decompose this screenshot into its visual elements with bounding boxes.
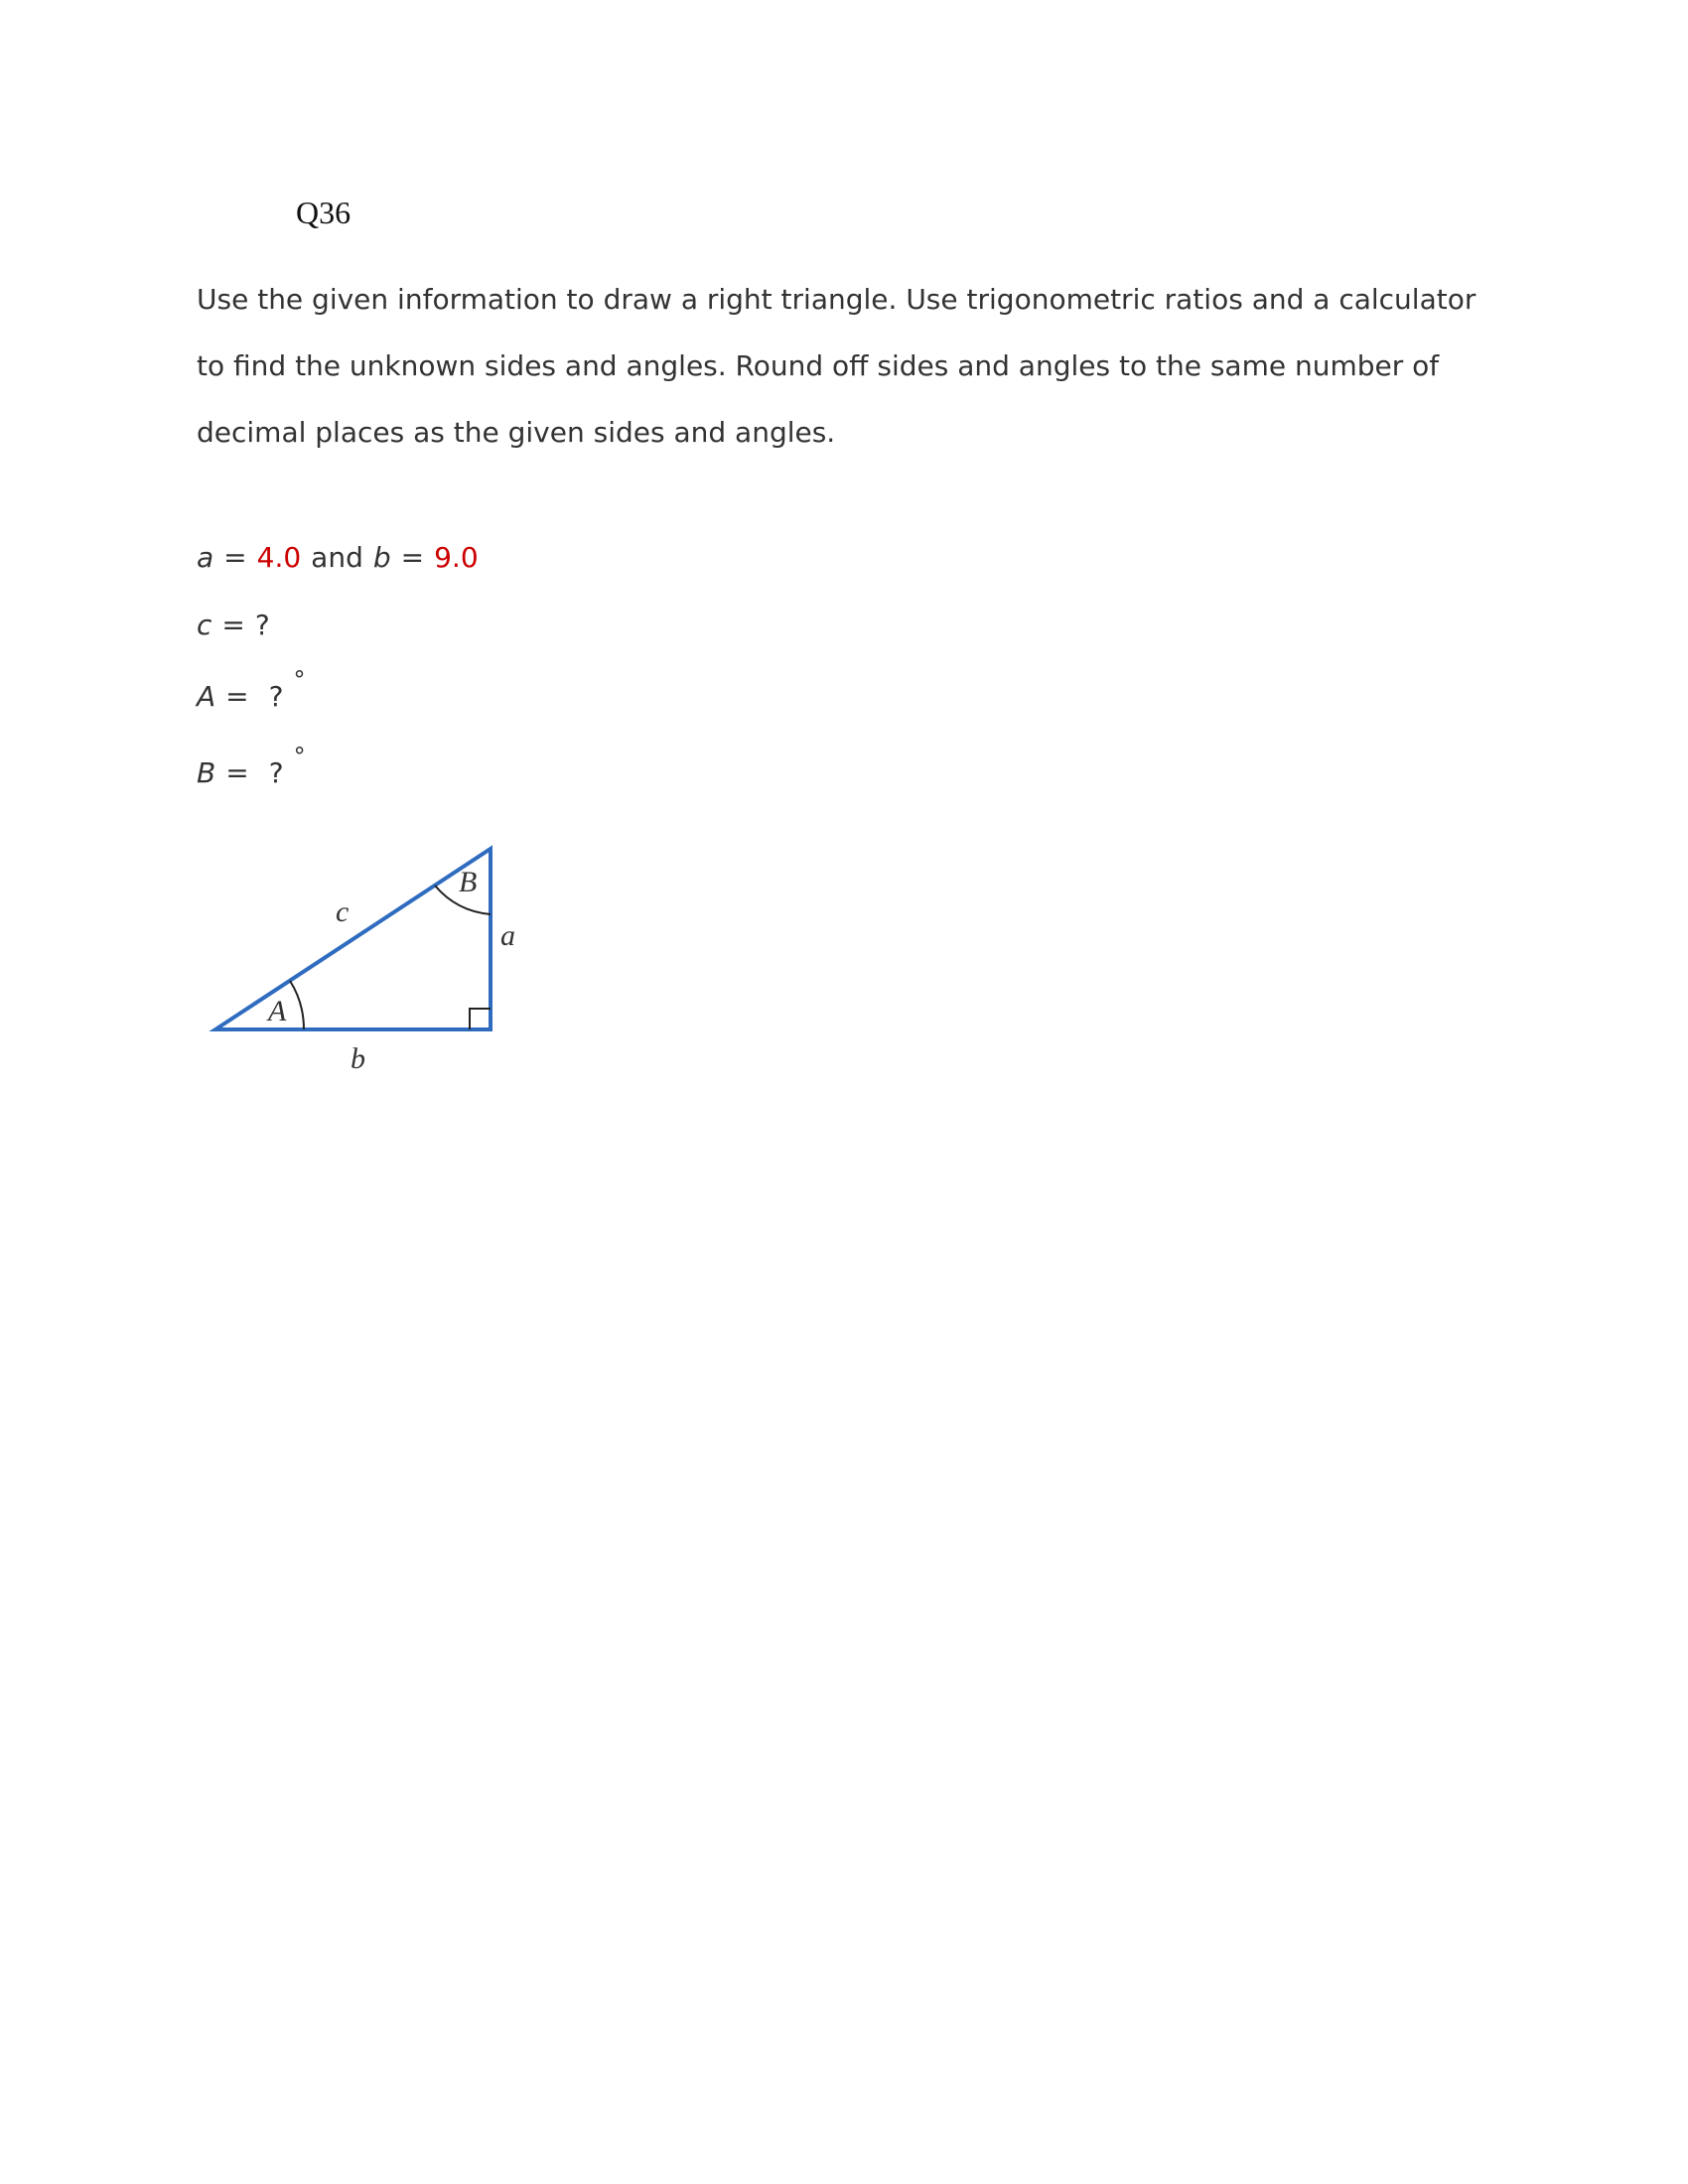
label-side-c: c xyxy=(336,895,350,928)
given-b-value: 9.0 xyxy=(434,541,479,574)
instructions-paragraph xyxy=(197,266,1507,466)
var-b: b xyxy=(372,541,391,574)
label-side-a: a xyxy=(500,919,515,952)
instructions-line-2: to find the unknown sides and angles. Round off sides and angles to the same number of xyxy=(197,349,1440,382)
equals-sign: = xyxy=(223,541,247,574)
instructions-line-1: Use the given information to draw a right triangle. Use trigonometric ratios and a calculator xyxy=(197,283,1477,316)
connector-and: and xyxy=(311,541,363,574)
equals-sign: = xyxy=(400,541,425,574)
unknown-A-value: ? xyxy=(268,680,284,713)
equals-sign: = xyxy=(225,756,249,789)
label-side-b: b xyxy=(351,1042,365,1075)
unknown-angle-A xyxy=(197,666,306,713)
given-a-value: 4.0 xyxy=(256,541,302,574)
right-angle-marker xyxy=(470,1009,491,1029)
degree-symbol: ° xyxy=(293,743,306,770)
var-A: A xyxy=(197,680,216,713)
equals-sign: = xyxy=(221,609,245,641)
var-a: a xyxy=(197,541,214,574)
label-angle-A: A xyxy=(268,995,287,1027)
degree-symbol: ° xyxy=(293,666,306,694)
unknown-angle-B xyxy=(197,743,306,789)
given-values xyxy=(197,541,479,574)
angle-A-arc xyxy=(290,981,304,1029)
triangle-outline xyxy=(215,849,491,1029)
instructions-line-3: decimal places as the given sides and angles. xyxy=(197,416,836,449)
unknown-c-value: ? xyxy=(254,609,270,641)
label-angle-B: B xyxy=(459,866,478,898)
equals-sign: = xyxy=(225,680,249,713)
right-triangle-diagram xyxy=(199,834,556,1082)
unknown-B-value: ? xyxy=(268,756,284,789)
var-c: c xyxy=(197,609,212,641)
unknown-c xyxy=(197,609,270,641)
question-number: Q36 xyxy=(296,195,352,230)
var-B: B xyxy=(197,756,216,789)
